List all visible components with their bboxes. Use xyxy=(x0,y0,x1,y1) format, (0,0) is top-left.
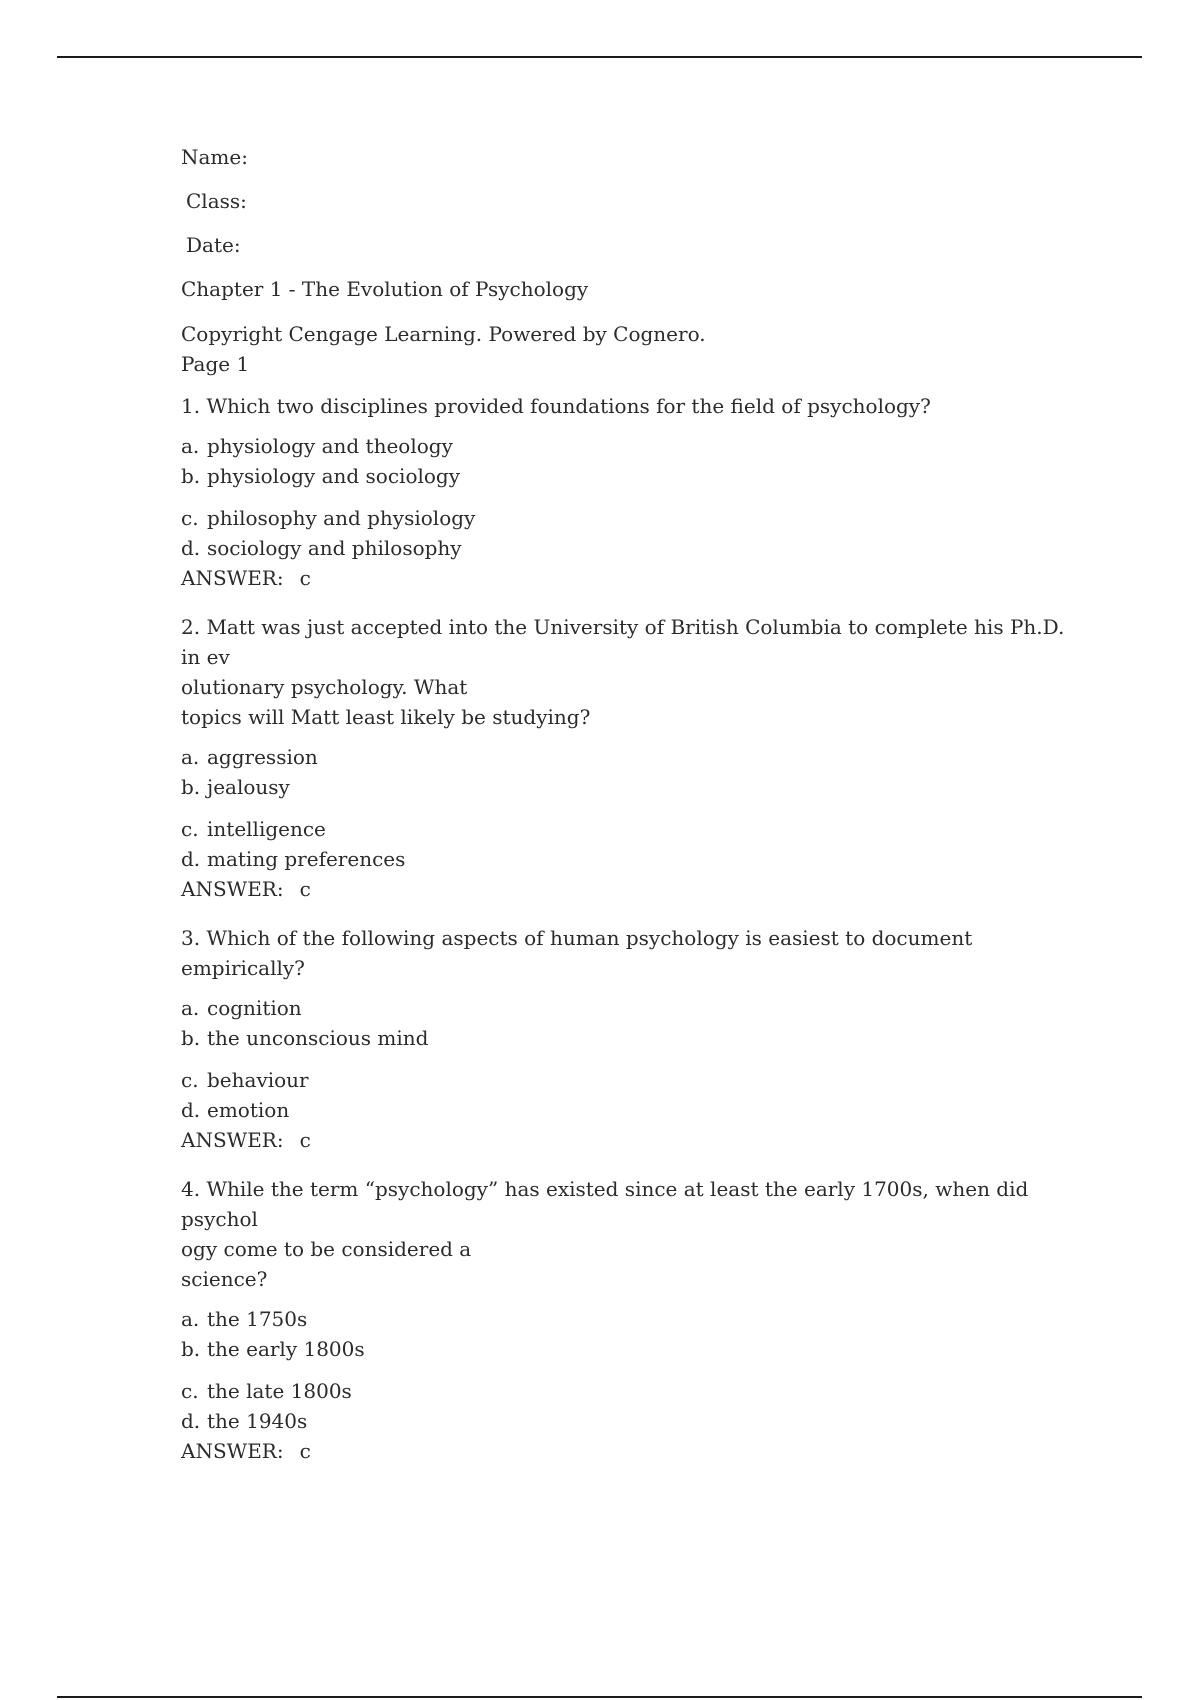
answer-line xyxy=(181,874,1081,904)
option-letter: b. xyxy=(181,1026,201,1050)
option-text: aggression xyxy=(207,745,318,769)
option-letter: b. xyxy=(181,464,201,488)
question-line: olutionary psychology. What xyxy=(181,675,468,699)
option-text: the 1940s xyxy=(207,1409,308,1433)
option-letter: a. xyxy=(181,434,200,458)
answer-line xyxy=(181,563,1081,593)
option-text: the late 1800s xyxy=(207,1379,352,1403)
option-b xyxy=(181,1334,1081,1364)
option-letter: c. xyxy=(181,506,199,530)
option-text: emotion xyxy=(207,1098,290,1122)
option-letter: a. xyxy=(181,745,200,769)
option-text: the 1750s xyxy=(207,1307,308,1331)
question-text xyxy=(181,612,1081,732)
option-letter: d. xyxy=(181,1409,201,1433)
option-text: behaviour xyxy=(207,1068,309,1092)
option-letter: a. xyxy=(181,996,200,1020)
question-line: 2. Matt was just accepted into the University of British Columbia to complete his Ph.D. in ev xyxy=(181,615,1065,669)
option-c xyxy=(181,1376,1081,1406)
question-4 xyxy=(181,1174,1081,1466)
option-letter: d. xyxy=(181,1098,201,1122)
option-text: mating preferences xyxy=(207,847,406,871)
option-a xyxy=(181,742,1081,772)
question-line: 4. While the term “psychology” has existed since at least the early 1700s, when did psychol xyxy=(181,1177,1029,1231)
option-letter: b. xyxy=(181,775,201,799)
answer-value: c xyxy=(299,1128,311,1152)
option-text: intelligence xyxy=(207,817,326,841)
option-c xyxy=(181,1065,1081,1095)
option-a xyxy=(181,993,1081,1023)
document-body xyxy=(181,142,1081,1480)
option-letter: d. xyxy=(181,536,201,560)
option-text: the early 1800s xyxy=(207,1337,365,1361)
answer-label: ANSWER: xyxy=(181,566,284,590)
answer-label: ANSWER: xyxy=(181,877,284,901)
copyright-text: Copyright Cengage Learning. Powered by Cognero. xyxy=(181,322,706,346)
answer-label: ANSWER: xyxy=(181,1439,284,1463)
answer-value: c xyxy=(299,1439,311,1463)
question-line: 3. Which of the following aspects of human psychology is easiest to document empirically? xyxy=(181,926,973,980)
option-text: physiology and sociology xyxy=(207,464,461,488)
question-text xyxy=(181,1174,1081,1294)
name-label: Name: xyxy=(181,145,248,169)
option-letter: c. xyxy=(181,817,199,841)
copyright-block xyxy=(181,319,1081,379)
option-a xyxy=(181,431,1081,461)
option-letter: a. xyxy=(181,1307,200,1331)
date-label: Date: xyxy=(186,233,241,257)
chapter-title: Chapter 1 - The Evolution of Psychology xyxy=(181,277,589,301)
question-line: ogy come to be considered a xyxy=(181,1237,472,1261)
option-c xyxy=(181,503,1081,533)
question-1 xyxy=(181,391,1081,593)
option-b xyxy=(181,772,1081,802)
question-2 xyxy=(181,612,1081,904)
top-rule xyxy=(57,56,1142,58)
option-text: cognition xyxy=(207,996,302,1020)
option-d xyxy=(181,533,1081,563)
option-text: the unconscious mind xyxy=(207,1026,429,1050)
page-number: Page 1 xyxy=(181,352,250,376)
option-letter: c. xyxy=(181,1379,199,1403)
option-letter: b. xyxy=(181,1337,201,1361)
answer-line xyxy=(181,1125,1081,1155)
option-text: philosophy and physiology xyxy=(207,506,476,530)
option-letter: c. xyxy=(181,1068,199,1092)
option-c xyxy=(181,814,1081,844)
option-b xyxy=(181,461,1081,491)
option-d xyxy=(181,1095,1081,1125)
option-d xyxy=(181,1406,1081,1436)
class-label: Class: xyxy=(186,189,247,213)
question-3 xyxy=(181,923,1081,1155)
answer-line xyxy=(181,1436,1081,1466)
option-text: jealousy xyxy=(207,775,290,799)
question-text xyxy=(181,923,1081,983)
option-b xyxy=(181,1023,1081,1053)
answer-value: c xyxy=(299,877,311,901)
option-a xyxy=(181,1304,1081,1334)
bottom-rule xyxy=(57,1696,1142,1698)
option-d xyxy=(181,844,1081,874)
answer-value: c xyxy=(299,566,311,590)
option-text: physiology and theology xyxy=(207,434,453,458)
question-text xyxy=(181,391,1081,421)
answer-label: ANSWER: xyxy=(181,1128,284,1152)
question-line: science? xyxy=(181,1267,268,1291)
question-line: topics will Matt least likely be studying? xyxy=(181,705,591,729)
option-text: sociology and philosophy xyxy=(207,536,462,560)
question-line: 1. Which two disciplines provided foundations for the field of psychology? xyxy=(181,394,931,418)
option-letter: d. xyxy=(181,847,201,871)
